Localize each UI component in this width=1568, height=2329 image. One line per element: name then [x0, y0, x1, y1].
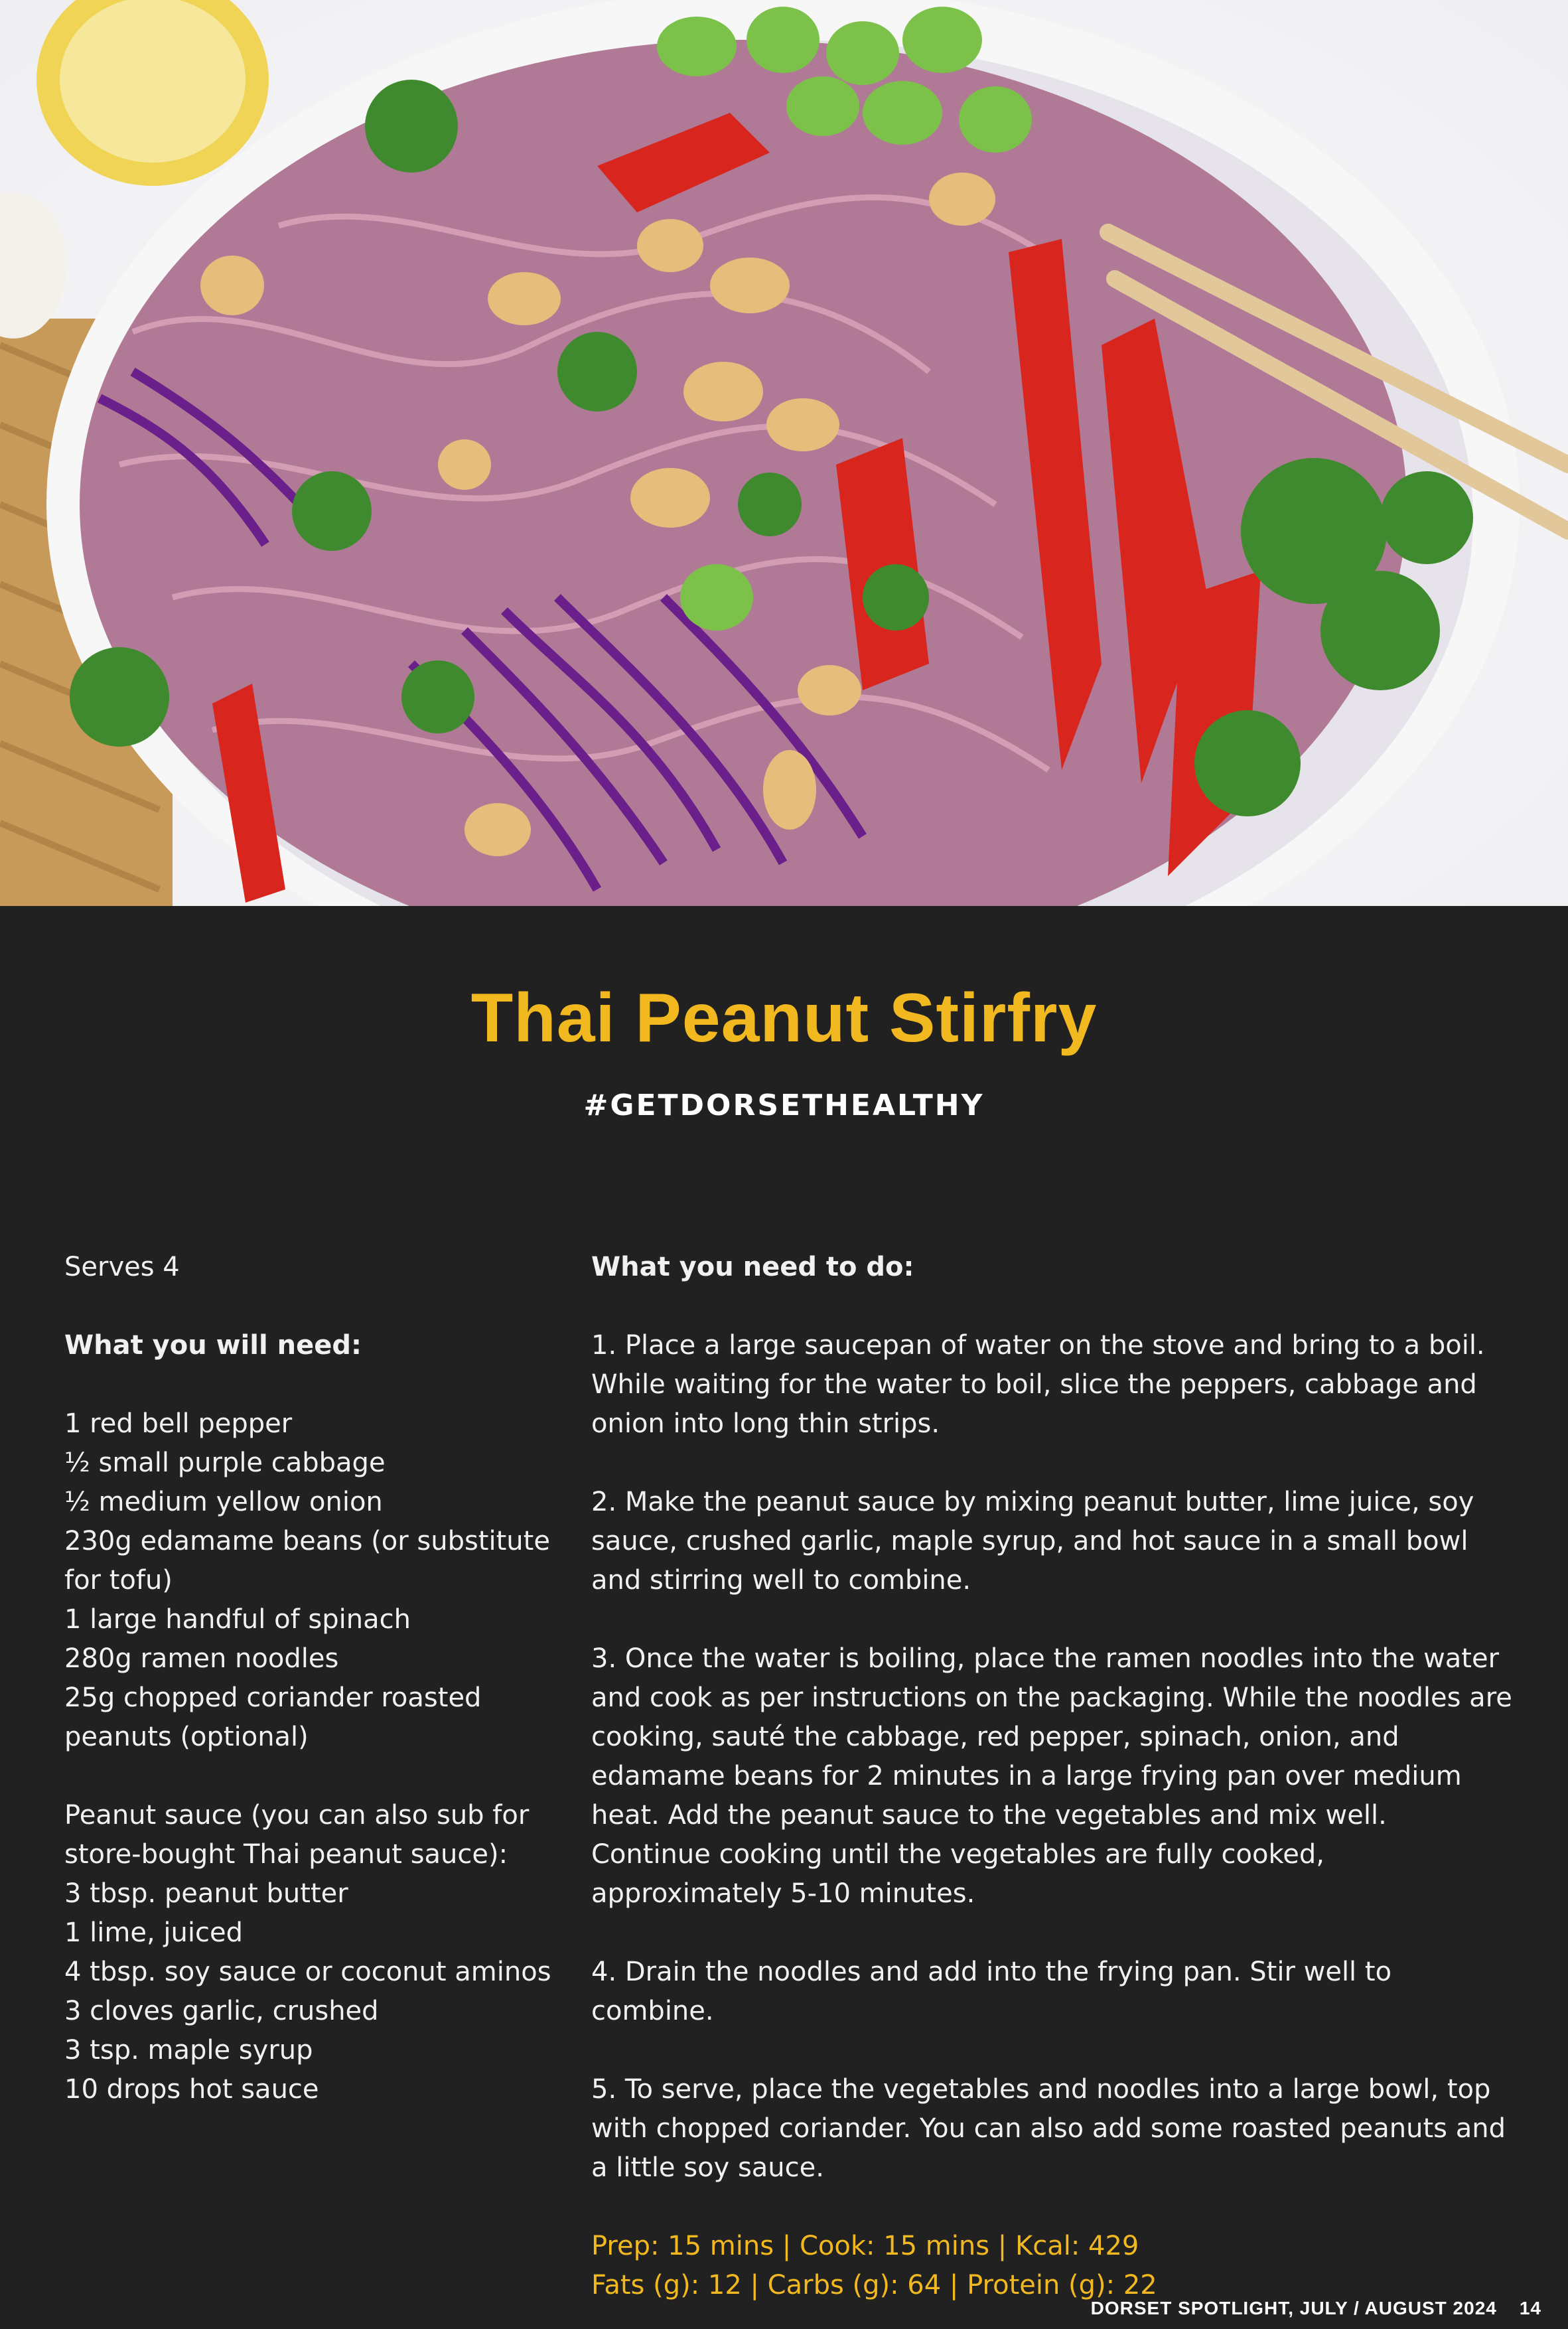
ingredient-item: 280g ramen noodles	[64, 1643, 339, 1674]
ingredient-item: 25g chopped coriander roasted peanuts (optional)	[64, 1683, 482, 1752]
method-step: 1. Place a large saucepan of water on the stove and bring to a boil. While waiting for the water to boil, slice the peppers, cabbage and onion into long thin strips.	[591, 1330, 1485, 1439]
sauce-ingredient-item: 3 tsp. maple syrup	[64, 2035, 313, 2066]
sauce-ingredient-item: 3 cloves garlic, crushed	[64, 1996, 379, 2026]
noodle-bowl-photo	[0, 0, 1568, 906]
serves-text: Serves 4	[64, 1252, 180, 1282]
ingredient-item: ½ medium yellow onion	[64, 1487, 383, 1517]
method-heading: What you need to do:	[591, 1252, 914, 1282]
sauce-ingredient-item: 1 lime, juiced	[64, 1917, 243, 1948]
ingredient-item: ½ small purple cabbage	[64, 1448, 386, 1478]
sauce-ingredient-item: 3 tbsp. peanut butter	[64, 1878, 348, 1909]
method-step: 5. To serve, place the vegetables and noodles into a large bowl, top with chopped coriander. You can also add some roasted peanuts and a little soy sauce.	[591, 2074, 1506, 2183]
ingredient-item: 230g edamame beans (or substitute for tofu)	[64, 1526, 550, 1596]
ingredient-item: 1 large handful of spinach	[64, 1604, 411, 1635]
sauce-intro: Peanut sauce (you can also sub for store-bought Thai peanut sauce):	[64, 1800, 530, 1870]
publication-label: DORSET SPOTLIGHT, JULY / AUGUST 2024	[1090, 2298, 1497, 2318]
hashtag: #GETDORSETHEALTHY	[583, 1089, 985, 1122]
method-step: 3. Once the water is boiling, place the ramen noodles into the water and cook as per instructions on the packaging. While the noodles are cooking, sauté the cabbage, red pepper, spinach, onion, and edamame beans for 2 minutes in a large frying pan over medium heat. Add the peanut sauce to the vegetables and mix well. Continue cooking until the vegetables are fully cooked, approximately 5-10 minutes.	[591, 1643, 1512, 1909]
page-number: 14	[1519, 2298, 1541, 2318]
ingredient-item: 1 red bell pepper	[64, 1408, 293, 1439]
ingredients-heading: What you will need:	[64, 1330, 362, 1361]
sauce-ingredient-item: 10 drops hot sauce	[64, 2074, 319, 2105]
ingredients-column	[64, 1248, 555, 2109]
method-step: 4. Drain the noodles and add into the frying pan. Stir well to combine.	[591, 1957, 1392, 2026]
recipe-title: Thai Peanut Stirfry	[470, 980, 1098, 1057]
page-footer	[1091, 2298, 1541, 2319]
sauce-ingredient-item: 4 tbsp. soy sauce or coconut aminos	[64, 1957, 551, 1987]
hero-photo	[0, 0, 1568, 906]
method-step: 2. Make the peanut sauce by mixing peanut butter, lime juice, soy sauce, crushed garlic, maple syrup, and hot sauce in a small bowl and stirring well to combine.	[591, 1487, 1474, 1596]
method-column	[591, 1248, 1514, 2305]
nutrition-stats-line1: Prep: 15 mins | Cook: 15 mins | Kcal: 429	[591, 2231, 1139, 2261]
nutrition-stats-line2: Fats (g): 12 | Carbs (g): 64 | Protein (g): 22	[591, 2270, 1157, 2300]
